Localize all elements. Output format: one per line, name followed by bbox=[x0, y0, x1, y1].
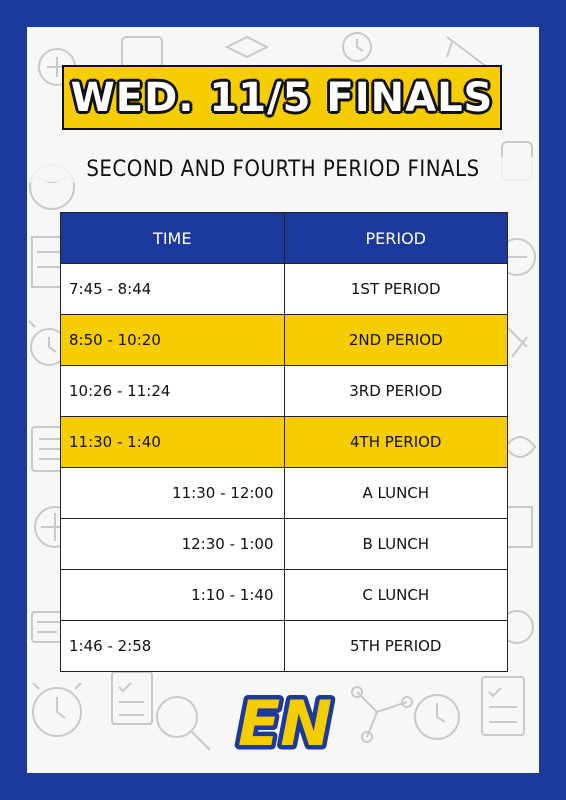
title-banner bbox=[62, 65, 502, 130]
table-row bbox=[61, 264, 508, 315]
table-row bbox=[61, 570, 508, 621]
column-header-time: TIME bbox=[61, 213, 285, 264]
period-cell: B LUNCH bbox=[284, 519, 508, 570]
time-cell: 1:10 - 1:40 bbox=[61, 570, 285, 621]
page-subtitle: SECOND AND FOURTH PERIOD FINALS bbox=[27, 157, 539, 182]
table-header-row bbox=[61, 213, 508, 264]
period-cell: C LUNCH bbox=[284, 570, 508, 621]
time-cell: 11:30 - 1:40 bbox=[61, 417, 285, 468]
time-cell: 11:30 - 12:00 bbox=[61, 468, 285, 519]
poster-frame bbox=[27, 27, 539, 773]
table-row bbox=[61, 468, 508, 519]
period-cell: 2ND PERIOD bbox=[284, 315, 508, 366]
period-cell: A LUNCH bbox=[284, 468, 508, 519]
period-cell: 3RD PERIOD bbox=[284, 366, 508, 417]
column-header-period: PERIOD bbox=[284, 213, 508, 264]
time-cell: 1:46 - 2:58 bbox=[61, 621, 285, 672]
table-row bbox=[61, 621, 508, 672]
time-cell: 12:30 - 1:00 bbox=[61, 519, 285, 570]
period-cell: 1ST PERIOD bbox=[284, 264, 508, 315]
period-cell: 5TH PERIOD bbox=[284, 621, 508, 672]
table-row bbox=[61, 366, 508, 417]
table-row bbox=[61, 417, 508, 468]
schedule-table bbox=[60, 212, 508, 672]
logo-text: EN bbox=[237, 687, 333, 759]
table-row bbox=[61, 315, 508, 366]
time-cell: 8:50 - 10:20 bbox=[61, 315, 285, 366]
table-row bbox=[61, 519, 508, 570]
time-cell: 7:45 - 8:44 bbox=[61, 264, 285, 315]
period-cell: 4TH PERIOD bbox=[284, 417, 508, 468]
school-logo bbox=[225, 679, 345, 759]
page-title: WED. 11/5 FINALS bbox=[70, 74, 494, 121]
time-cell: 10:26 - 11:24 bbox=[61, 366, 285, 417]
